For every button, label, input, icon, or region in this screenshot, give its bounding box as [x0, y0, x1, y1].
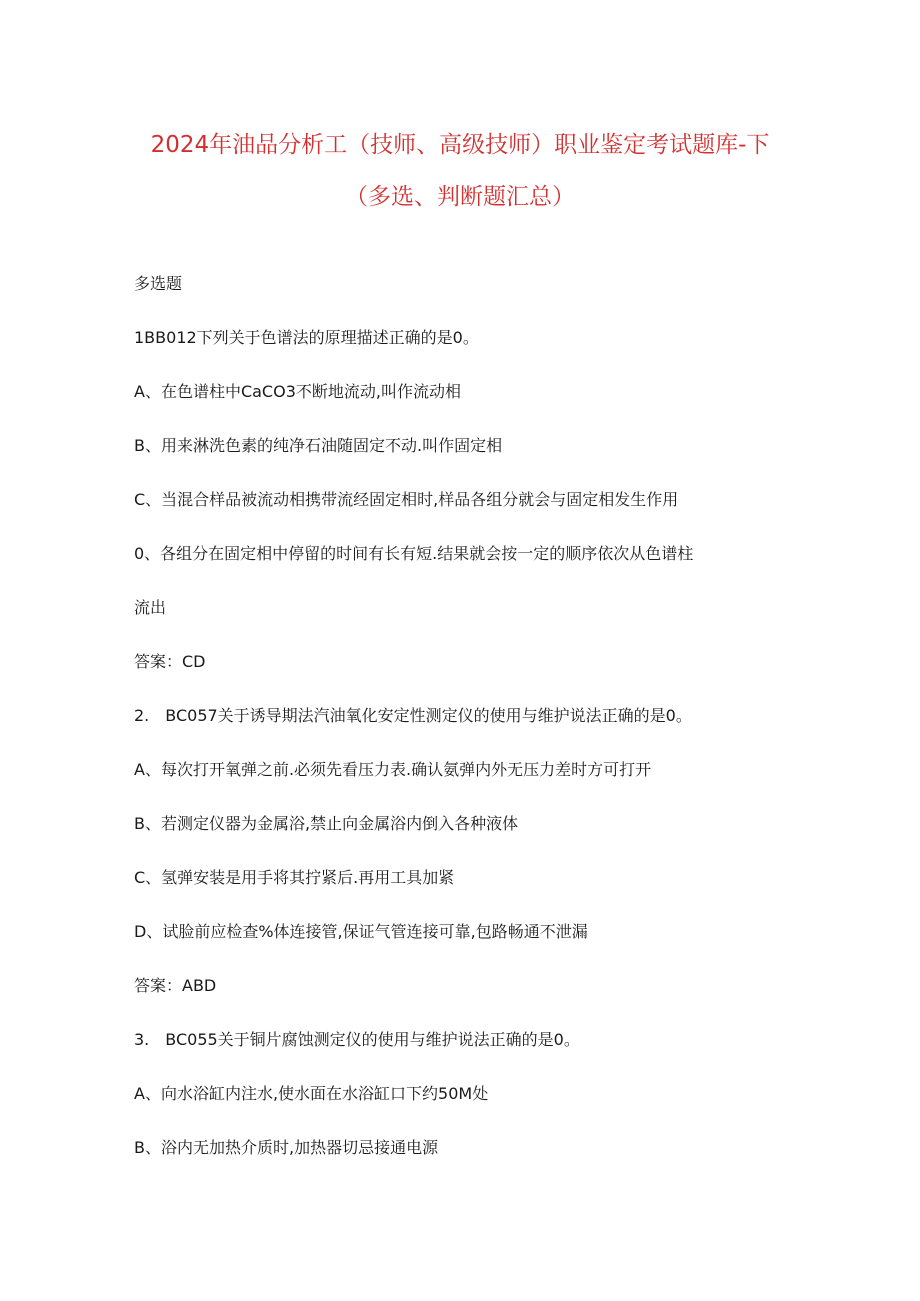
question-1-answer: 答案：CD — [134, 652, 206, 671]
question-2-option-c: C、氢弹安装是用手将其拧紧后.再用工具加紧 — [134, 868, 455, 887]
document-title-line-1: 2024年油品分析工（技师、高级技师）职业鉴定考试题库-下 — [150, 132, 770, 158]
section-heading: 多选题 — [134, 274, 183, 293]
question-1-stem: 1BB012下列关于色谱法的原理描述正确的是0。 — [134, 328, 479, 347]
question-3-option-b: B、浴内无加热介质时,加热器切忌接通电源 — [134, 1138, 439, 1157]
document-title-line-2: （多选、判断题汇总） — [345, 184, 575, 210]
question-3-option-a: A、向水浴缸内注水,使水面在水浴缸口下约50M处 — [134, 1084, 489, 1103]
question-1-option-b: B、用来淋洗色素的纯净石油随固定不动.叫作固定相 — [134, 436, 503, 455]
question-1-option-d: 0、各组分在固定相中停留的时间有长有短.结果就会按一定的顺序依次从色谱柱 — [134, 544, 694, 563]
question-1-option-d-continued: 流出 — [134, 598, 167, 617]
question-2-stem: 2. BC057关于诱导期法汽油氧化安定性测定仪的使用与维护说法正确的是0。 — [134, 706, 692, 725]
question-2-option-b: B、若测定仪器为金属浴,禁止向金属浴内倒入各种液体 — [134, 814, 519, 833]
question-2-option-d: D、试脸前应检查%体连接管,保证气管连接可靠,包路畅通不泄漏 — [134, 922, 588, 941]
question-1-option-c: C、当混合样品被流动相携带流经固定相时,样品各组分就会与固定相发生作用 — [134, 490, 679, 509]
question-3-stem: 3. BC055关于铜片腐蚀测定仪的使用与维护说法正确的是0。 — [134, 1030, 580, 1049]
question-2-option-a: A、每次打开氧弹之前.必须先看压力表.确认氨弹内外无压力差时方可打开 — [134, 760, 652, 779]
question-2-answer: 答案：ABD — [134, 976, 217, 995]
question-1-option-a: A、在色谱柱中CaCO3不断地流动,叫作流动相 — [134, 382, 461, 401]
